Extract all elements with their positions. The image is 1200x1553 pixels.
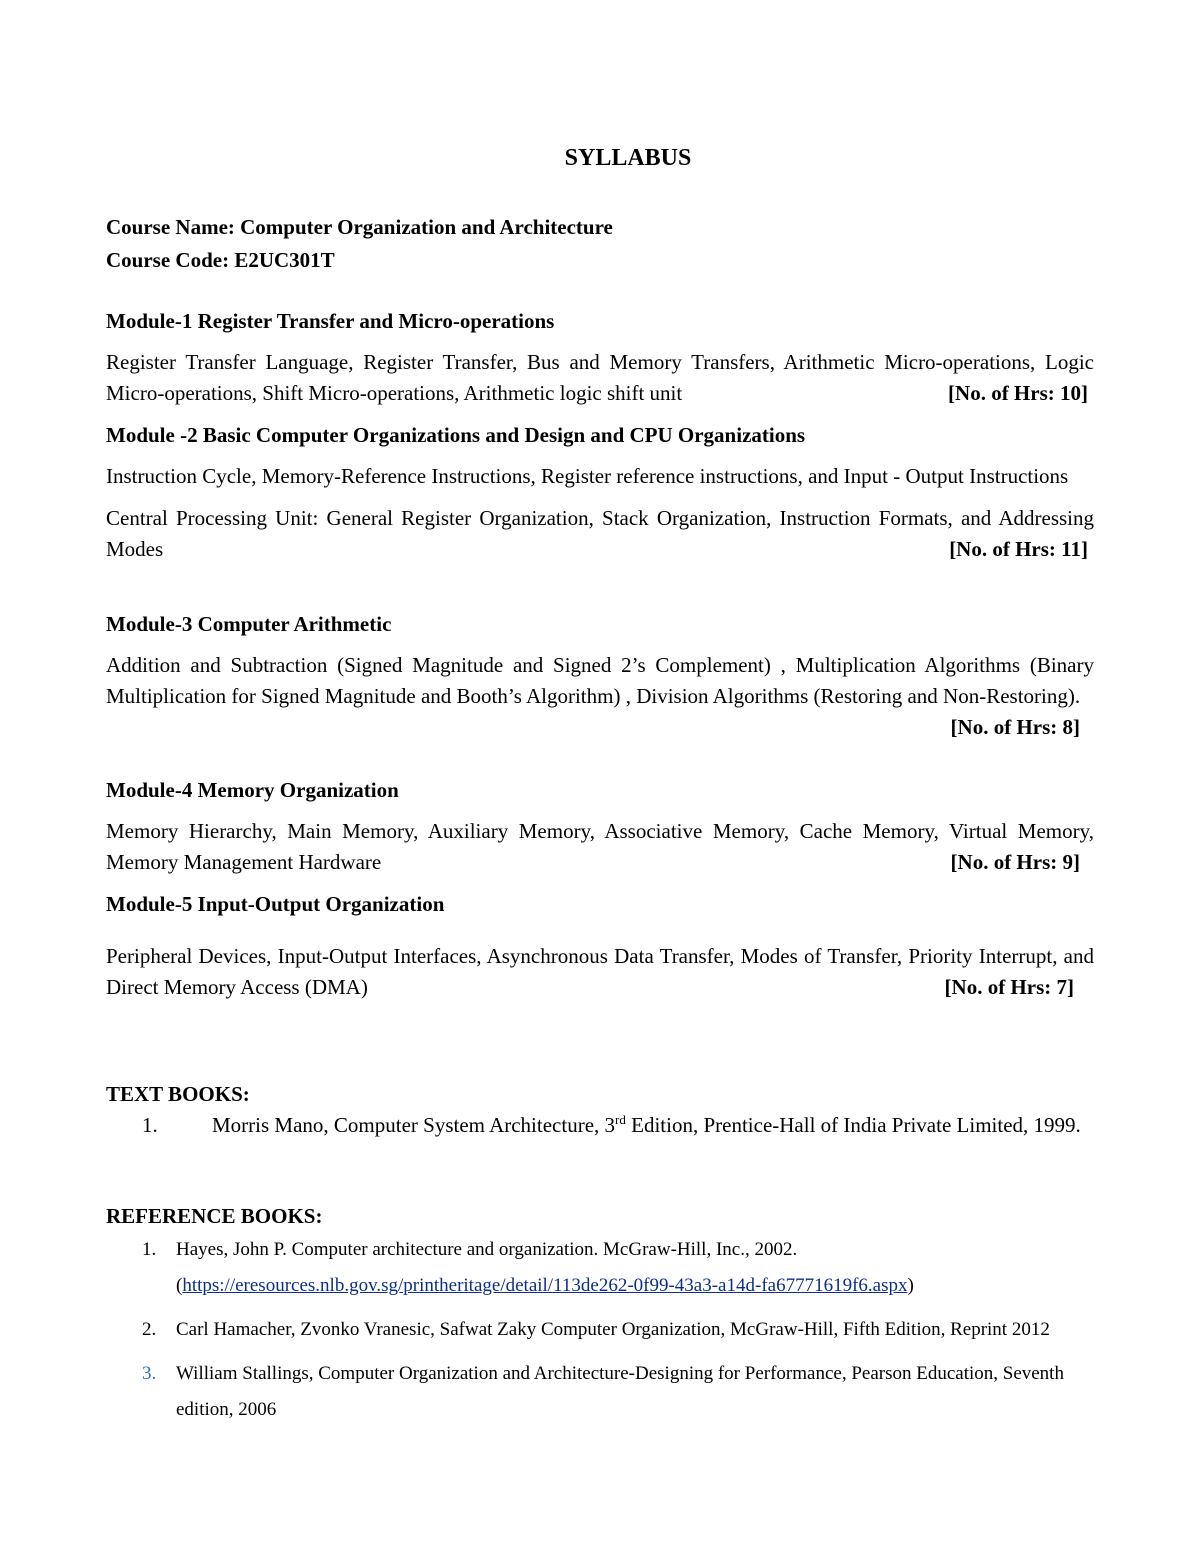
module-topics: Addition and Subtraction (Signed Magnitude and Signed 2’s Complement) , Multiplication Algorithms (Binary Multiplication for Signed Magnitude and Booth’s Algorithm) , Division Algorithms (Restoring and Non-Restoring). (106, 653, 1094, 708)
course-code: Course Code: E2UC301T (106, 248, 335, 272)
module-topics: Central Processing Unit: General Register Organization, Stack Organization, Instruction Formats, and Addressing Modes (106, 506, 1094, 561)
text-books-heading: TEXT BOOKS: (106, 1082, 250, 1106)
module-hours: [No. of Hrs: 9] (950, 850, 1080, 874)
module-topics: Memory Hierarchy, Main Memory, Auxiliary Memory, Associative Memory, Cache Memory, Virtual Memory, Memory Management Hardware (106, 819, 1094, 874)
reference-item (106, 1312, 1094, 1348)
module-3 (106, 609, 1094, 743)
module-topics: Register Transfer Language, Register Transfer, Bus and Memory Transfers, Arithmetic Micro-operations, Logic Micro-operations, Shift Micro-operations, Arithmetic logic shift unit (106, 350, 1094, 405)
module-heading: Module -2 Basic Computer Organizations and Design and CPU Organizations (106, 423, 806, 447)
module-topics: Peripheral Devices, Input-Output Interfaces, Asynchronous Data Transfer, Modes of Transfer, Priority Interrupt, and Direct Memory Access (DMA) (106, 944, 1094, 999)
module-heading: Module-5 Input-Output Organization (106, 892, 445, 916)
module-4 (106, 775, 1094, 878)
reference-citation: William Stallings, Computer Organization and Architecture-Designing for Performance, Pearson Education, Seventh edition, 2006 (176, 1363, 1064, 1420)
course-name: Course Name: Computer Organization and Architecture (106, 215, 613, 239)
citation-text: Hayes, John P. Computer architecture and organization. McGraw-Hill, Inc., 2002. (176, 1239, 798, 1260)
reference-item (106, 1356, 1094, 1428)
module-heading: Module-3 Computer Arithmetic (106, 612, 392, 636)
list-number: 3. (142, 1363, 157, 1384)
module-description (106, 503, 1094, 565)
module-description (106, 461, 1094, 492)
module-description (106, 941, 1094, 1003)
text-book-item (106, 1110, 1094, 1141)
reference-citation: Hayes, John P. Computer architecture and organization. McGraw-Hill, Inc., 2002. (https://eresources.nlb.gov.sg/printheritage/detail/113de262-0f99-43a3-a14d-fa67771619f6.aspx) (176, 1239, 914, 1296)
reference-books-section (106, 1201, 1094, 1428)
module-1 (106, 306, 1094, 409)
module-description (106, 650, 1094, 739)
list-number: 1. (142, 1239, 157, 1260)
module-hours: [No. of Hrs: 10] (948, 381, 1088, 405)
module-topics: Instruction Cycle, Memory-Reference Instructions, Register reference instructions, and Input - Output Instructions (106, 464, 1069, 488)
module-heading: Module-4 Memory Organization (106, 778, 399, 802)
reference-books-heading: REFERENCE BOOKS: (106, 1204, 323, 1228)
reference-citation: Carl Hamacher, Zvonko Vranesic, Safwat Zaky Computer Organization, McGraw-Hill, Fifth Edition, Reprint 2012 (176, 1319, 1050, 1340)
module-hours: [No. of Hrs: 7] (944, 975, 1074, 999)
text-book-citation: Morris Mano, Computer System Architecture, 3rd Edition, Prentice-Hall of India Private Limited, 1999. (212, 1112, 1081, 1137)
text-books-section (106, 1079, 1094, 1141)
page-title: SYLLABUS (564, 145, 692, 171)
module-5 (106, 889, 1094, 1003)
module-hours: [No. of Hrs: 11] (949, 537, 1088, 561)
list-number: 2. (142, 1319, 157, 1340)
module-heading: Module-1 Register Transfer and Micro-operations (106, 309, 555, 333)
module-2 (106, 420, 1094, 565)
course-info (106, 212, 1094, 278)
list-number: 1. (142, 1113, 158, 1137)
module-description (106, 347, 1094, 409)
reference-link[interactable]: https://eresources.nlb.gov.sg/printheritage/detail/113de262-0f99-43a3-a14d-fa67771619f6.aspx (182, 1275, 908, 1296)
module-hours: [No. of Hrs: 8] (950, 715, 1080, 739)
reference-item (106, 1232, 1094, 1304)
module-description (106, 816, 1094, 878)
